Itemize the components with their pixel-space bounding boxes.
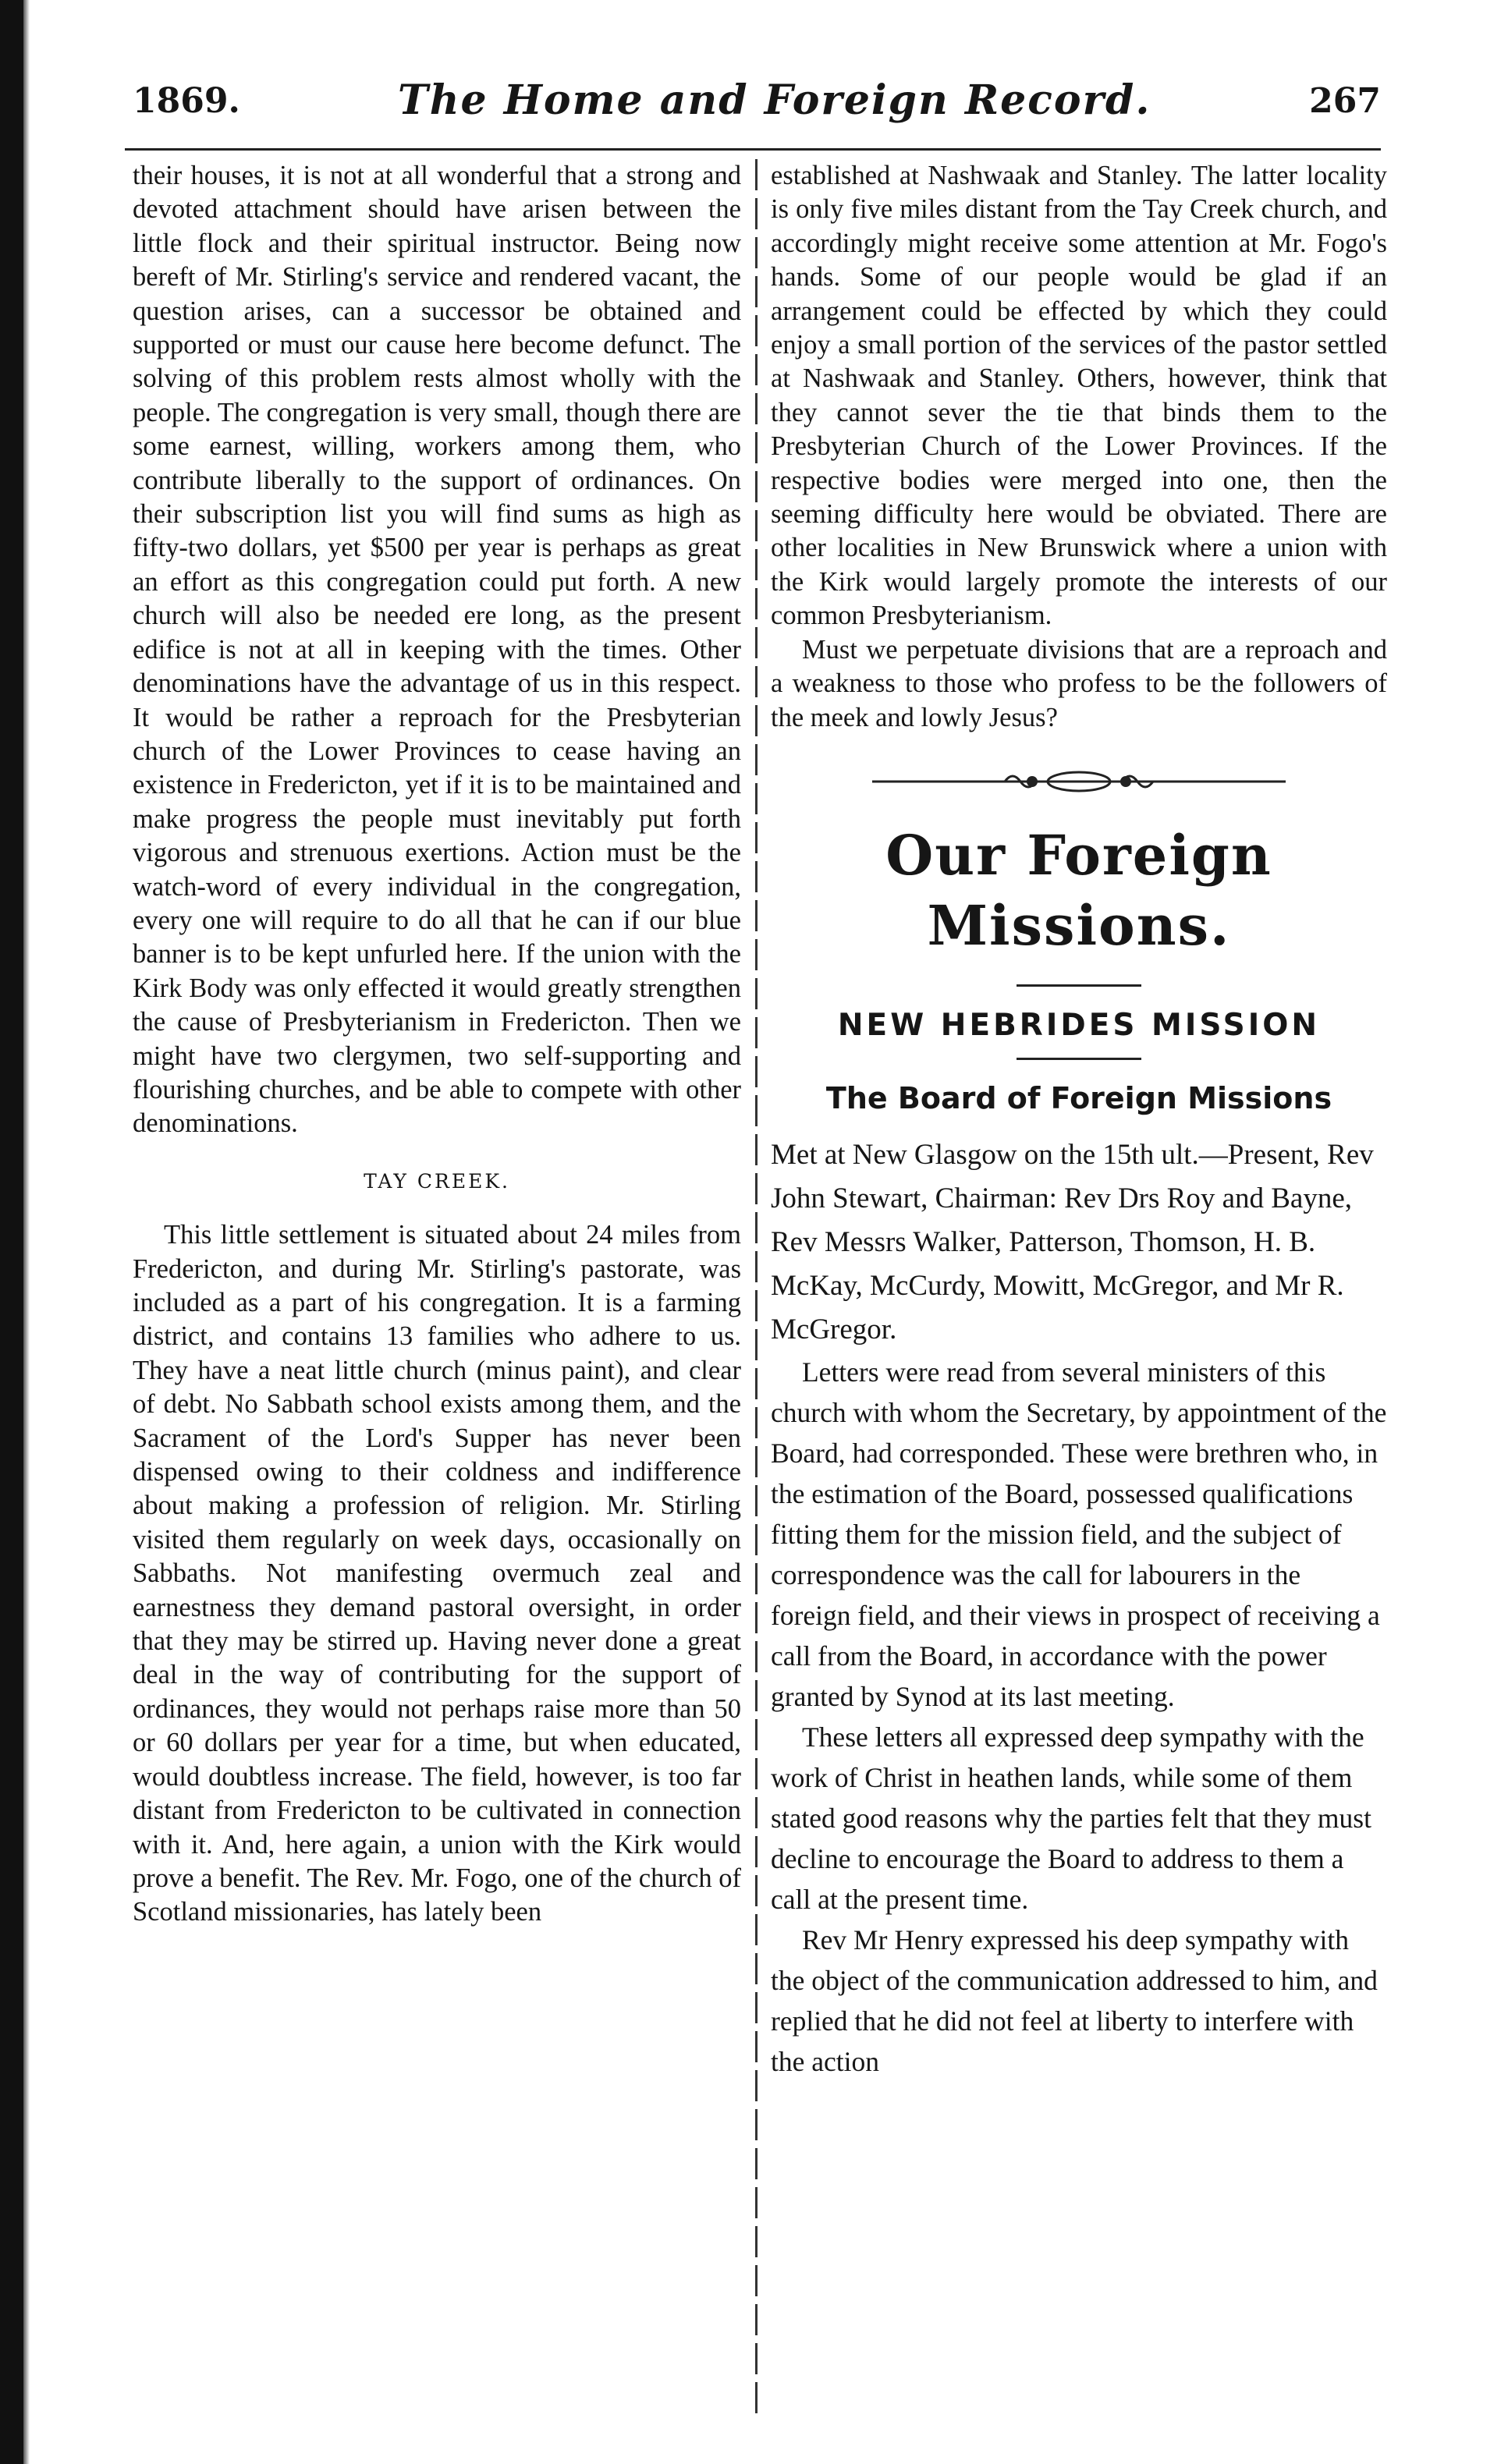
mission-heading: NEW HEBRIDES MISSION xyxy=(837,1007,1321,1043)
right-paragraph-6: Rev Mr Henry expressed his deep sympathy with the object of the communication addressed to him, and replied that he did not feel at liberty to interfere with the action xyxy=(771,1923,1378,2077)
section-rule xyxy=(1017,984,1141,987)
board-heading: The Board of Foreign Missions xyxy=(825,1081,1332,1116)
right-paragraph-4: Letters were read from several ministers of this church with whom the Secretary, by appointment of the Board, had corresponded. These were brethren who, in the estimation of the Board, possessed qualifications fitting them for the mission field, and the subject of correspondence was the call for labourers in the foreign field, and their views in prospect of receiving a call from the Board, in accordance with the power granted by Synod at its last meeting. xyxy=(771,1356,1387,1712)
journal-title: The Home and Foreign Record. xyxy=(398,76,1151,124)
decorative-rule-ornament xyxy=(771,758,1387,805)
header-rule xyxy=(125,148,1381,151)
left-paragraph-1: their houses, it is not at all wonderful that a strong and devoted attachment should have arisen between the little flock and their spiritual instructor. Being now bereft of Mr. Stirling's service and rendered vacant, the question arises, can a successor be obtained and supported or must our cause here become defunct. The solving of this problem rests almost wholly with the people. The congregation is very small, though there are some earnest, willing, workers among them, who contribute liberally to the support of ordinances. On their subscription list you will find sums as high as fifty-two dollars, yet $500 per year is perhaps as great an effort as this congregation could put forth. A new church will also be needed ere long, as the present edifice is not at all in keeping with the times. Other denominations have the advantage of us in this respect. It would be rather a reproach for the Presbyterian church of the Lower Provinces to cease having an existence in Fredericton, yet if it is to be maintained and make progress the people must inevitably put forth vigorous and strenuous exertions. Action must be the watch-word of every individual in the congregation, every one will require to do all that he can if our blue banner is to be kept unfurled here. If the union with the Kirk Body was only effected it would greatly strengthen the cause of Presbyterianism in Fredericton. Then we might have two clergymen, two self-supporting and flourishing churches, and be able to compete with other denominations. xyxy=(133,161,741,1139)
mission-rule xyxy=(1017,1058,1141,1060)
header-year: 1869. xyxy=(133,81,240,121)
section-title: Our Foreign Missions. xyxy=(885,822,1272,958)
column-divider xyxy=(755,159,758,2413)
right-paragraph-3: Met at New Glasgow on the 15th ult.—Present, Rev John Stewart, Chairman: Rev Drs Roy and Bayne, Rev Messrs Walker, Patterson, Thomson, H. B. McKay, McCurdy, Mowitt, McGregor, and Mr R. McGregor. xyxy=(771,1138,1374,1345)
page-number: 267 xyxy=(1309,81,1381,121)
running-header xyxy=(117,72,1381,134)
ornament-flourish-icon xyxy=(771,758,1387,805)
left-paragraph-2: This little settlement is situated about 24 miles from Fredericton, and during Mr. Stirling's pastorate, was included as a part of his congregation. It is a farming district, and contains 13 families who adhere to us. They have a neat little church (minus paint), and clear of debt. No Sabbath school exists among them, and the Sacrament of the Lord's Supper has never been dispensed owing to their coldness and indifference about making a profession of religion. Mr. Stirling visited them regularly on week days, occasionally on Sabbaths. Not manifesting overmuch zeal and earnestness they demand pastoral oversight, in order that they may be stirred up. Having never done a great deal in the way of contributing for the support of ordinances, they would not perhaps raise more than 50 or 60 dollars per year for a time, but when educated, would doubtless increase. The field, however, is too far distant from Fredericton to be cultivated in connection with it. And, here again, a union with the Kirk would prove a benefit. The Rev. Mr. Fogo, one of the church of Scotland missionaries, has lately been xyxy=(133,1220,741,1927)
page-spine-shadow xyxy=(0,0,23,2464)
right-column xyxy=(771,159,1387,2437)
left-column xyxy=(133,159,741,2437)
tay-creek-subheading: TAY CREEK. xyxy=(364,1169,510,1193)
right-paragraph-1: established at Nashwaak and Stanley. The latter locality is only five miles distant from the Tay Creek church, and accordingly might receive some attention at Mr. Fogo's hands. Some of our people would be glad if an arrangement could be effected by which they could enjoy a small portion of the services of the pastor settled at Nashwaak and Stanley. Others, however, think that they cannot sever the tie that binds them to the Presbyterian Church of the Lower Provinces. If the respective bodies were merged into one, then the seeming difficulty here would be obviated. There are other localities in New Brunswick where a union with the Kirk would largely promote the interests of our common Presbyterianism. xyxy=(771,161,1387,631)
right-paragraph-5: These letters all expressed deep sympathy with the work of Christ in heathen lands, while some of them stated good reasons why the parties felt that they must decline to encourage the Board to address to them a call at the present time. xyxy=(771,1721,1371,1915)
right-paragraph-2: Must we perpetuate divisions that are a reproach and a weakness to those who profess to be the followers of the meek and lowly Jesus? xyxy=(771,634,1387,732)
